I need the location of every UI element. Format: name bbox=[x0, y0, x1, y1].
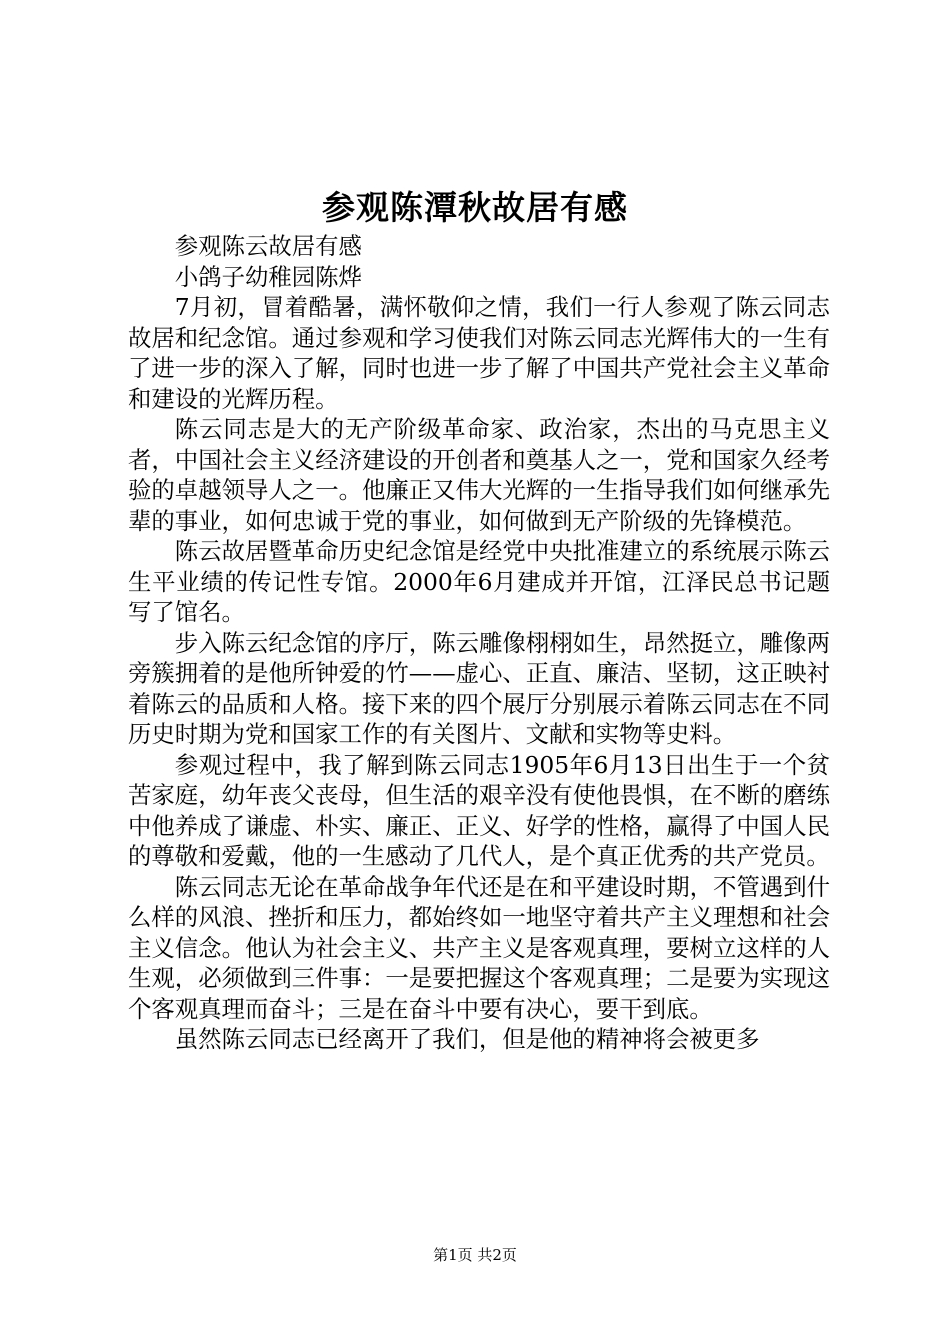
page-footer: 第1页 共2页 bbox=[433, 1246, 517, 1264]
document-title: 参观陈潭秋故居有感 bbox=[322, 188, 628, 227]
paragraph: 7月初，冒着酷暑，满怀敬仰之情，我们一行人参观了陈云同志故居和纪念馆。通过参观和学习使我们对陈云同志光辉伟大的一生有了进一步的深入了解，同时也进一步了解了中国共产党社会主义革命和建设的光辉历程。 bbox=[128, 293, 830, 413]
paragraph-author: 小鸽子幼稚园陈烨 bbox=[174, 262, 362, 291]
paragraph: 参观过程中，我了解到陈云同志1905年6月13日出生于一个贫苦家庭，幼年丧父丧母，但生活的艰辛没有使他畏惧，在不断的磨练中他养成了谦虚、朴实、廉正、正义、好学的性格，赢得了中国人民的尊敬和爱戴，他的一生感动了几代人，是个真正优秀的共产党员。 bbox=[128, 750, 830, 870]
document-body bbox=[128, 231, 830, 1055]
paragraph: 陈云同志无论在革命战争年代还是在和平建设时期，不管遇到什么样的风浪、挫折和压力，都始终如一地坚守着共产主义理想和社会主义信念。他认为社会主义、共产主义是客观真理，要树立这样的人生观，必须做到三件事：一是要把握这个客观真理；二是要为实现这个客观真理而奋斗；三是在奋斗中要有决心，要干到底。 bbox=[128, 872, 830, 1023]
paragraph: 步入陈云纪念馆的序厅，陈云雕像栩栩如生，昂然挺立，雕像两旁簇拥着的是他所钟爱的竹——虚心、正直、廉洁、坚韧，这正映衬着陈云的品质和人格。接下来的四个展厅分别展示着陈云同志在不同历史时期为党和国家工作的有关图片、文献和实物等史料。 bbox=[128, 628, 830, 748]
paragraph-subtitle: 参观陈云故居有感 bbox=[174, 232, 362, 260]
paragraph: 陈云同志是大的无产阶级革命家、政治家，杰出的马克思主义者，中国社会主义经济建设的开创者和奠基人之一，党和国家久经考验的卓越领导人之一。他廉正又伟大光辉的一生指导我们如何继承先辈的事业，如何忠诚于党的事业，如何做到无产阶级的先锋模范。 bbox=[128, 415, 830, 535]
paragraph: 虽然陈云同志已经离开了我们，但是他的精神将会被更多 bbox=[174, 1025, 760, 1053]
paragraph: 陈云故居暨革命历史纪念馆是经党中央批准建立的系统展示陈云生平业绩的传记性专馆。2000年6月建成并开馆，江泽民总书记题写了馆名。 bbox=[128, 537, 830, 626]
